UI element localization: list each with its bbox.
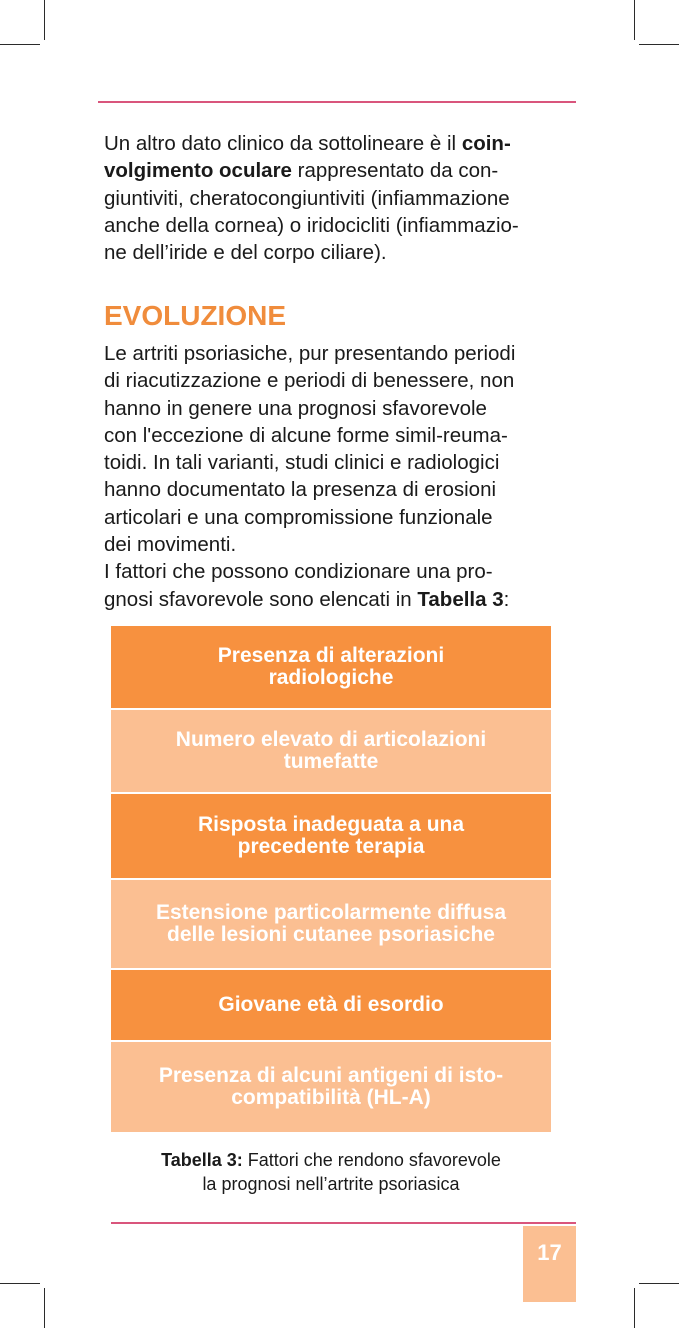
text-line: Un altro dato clinico da sottolineare è il coin- [104,132,511,155]
table-row: Presenza di alcuni antigeni di isto- compatibilità (HL-A) [111,1042,551,1132]
crop-mark [0,1283,40,1284]
text-line: volgimento oculare rappresentato da con- [104,159,499,183]
text-line: giuntiviti, cheratocongiuntiviti (infiammazione [104,186,510,210]
text-line: I fattori che possono condizionare una pro- [104,560,493,584]
table-row: Giovane età di esordio [111,970,551,1042]
crop-mark [634,0,635,40]
table-row: Presenza di alterazioni radiologiche [111,626,551,710]
text-line: ne dell’iride e del corpo ciliare). [104,241,387,265]
text-line: con l'eccezione di alcune forme simil-reuma- [104,423,508,447]
table-row: Risposta inadeguata a una precedente terapia [111,794,551,880]
bottom-rule [111,1222,576,1224]
crop-mark [0,44,40,45]
caption-line: Tabella 3: Fattori che rendono sfavorevole [161,1150,501,1170]
text-line: hanno in genere una prognosi sfavorevole [104,396,487,420]
table-caption [111,1148,551,1196]
text-line: Le artriti psoriasiche, pur presentando periodi [104,342,516,365]
text-line: gnosi sfavorevole sono elencati in Tabella 3: [104,587,510,611]
text-line: anche della cornea) o iridocicliti (infiammazio- [104,213,519,237]
page-number: 17 [523,1226,576,1302]
caption-line: la prognosi nell’artrite psoriasica [202,1174,460,1194]
text-line: di riacutizzazione e periodi di benessere, non [104,369,515,393]
text-line: hanno documentato la presenza di erosioni [104,478,497,502]
text-line: dei movimenti. [104,533,237,557]
table-row: Estensione particolarmente diffusa delle lesioni cutanee psoriasiche [111,880,551,970]
section-title: EVOLUZIONE [104,300,287,331]
table-row: Numero elevato di articolazioni tumefatte [111,710,551,794]
text-line: articolari e una compromissione funzionale [104,505,493,529]
crop-mark [639,44,679,45]
paragraph-evolution [104,340,579,613]
crop-mark [44,0,45,40]
paragraph-ocular [104,130,579,266]
top-rule [98,101,576,103]
text-line: toidi. In tali varianti, studi clinici e radiologici [104,451,500,475]
factors-table [111,626,551,1132]
crop-mark [634,1288,635,1328]
crop-mark [639,1283,679,1284]
crop-mark [44,1288,45,1328]
